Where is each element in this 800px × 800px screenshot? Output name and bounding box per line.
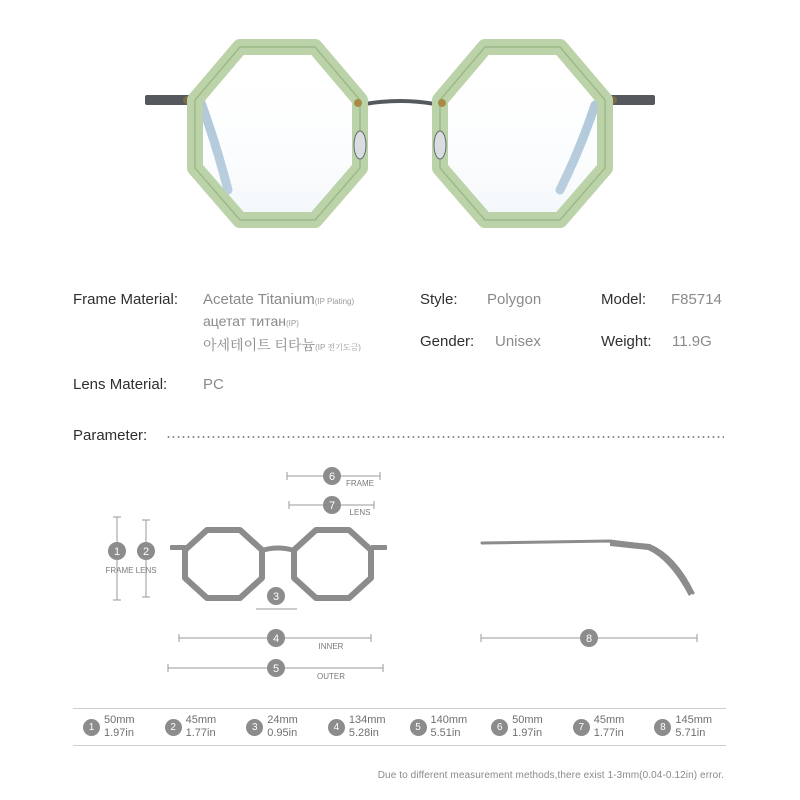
measurement-mm: 45mm: [593, 714, 625, 726]
measurement-in: 5.71in: [675, 727, 706, 739]
dim-1-2-heights: [105, 517, 156, 600]
measurement-cell: [236, 709, 318, 745]
left-rim: [195, 47, 360, 220]
measurement-disclaimer: Due to different measurement methods,there exist 1-3mm(0.04-0.12in) error.: [377, 770, 724, 781]
measurement-cell: [318, 709, 400, 745]
measurement-values: [104, 714, 135, 740]
badge-6: 6: [328, 471, 336, 483]
measurement-cell: [481, 709, 563, 745]
frame-material-ko: 아세테이트 티타늄: [203, 337, 316, 353]
label-outer: OUTER: [317, 672, 345, 681]
measurement-mm: 134mm: [348, 714, 386, 726]
measurement-badge: 2: [165, 719, 182, 736]
nose-pad-left: [354, 131, 366, 159]
frame-material-ko-row: [203, 335, 361, 355]
measurement-values: [431, 714, 468, 740]
dim-7-lens-width: [289, 496, 374, 517]
measurement-values: [267, 714, 298, 740]
measurement-mm: 24mm: [267, 714, 298, 726]
frame-material-note: (IP Plating): [314, 297, 355, 306]
style-value: Polygon: [487, 291, 542, 308]
weight-label: Weight:: [601, 333, 652, 350]
label-inner: INNER: [318, 642, 344, 651]
frame-material-label: Frame Material:: [73, 291, 179, 308]
measurement-values: [349, 714, 386, 740]
measurement-values: [186, 714, 217, 740]
frame-material-ru-row: [203, 313, 299, 329]
measurement-in: 1.77in: [185, 727, 216, 739]
side-view-temple: [482, 540, 694, 596]
model-value: F85714: [671, 291, 722, 308]
frame-material-ru-note: (IP): [286, 319, 299, 328]
measurement-in: 1.77in: [593, 727, 624, 739]
badge-2: 2: [142, 546, 150, 558]
frame-material-ko-note: (IP 전기도금): [315, 343, 361, 352]
badge-1: 1: [113, 546, 121, 558]
measurement-cell: [644, 709, 726, 745]
parameter-label: Parameter:: [73, 427, 148, 444]
badge-7: 7: [328, 500, 336, 512]
dim-8-temple-length: [481, 629, 697, 647]
measurement-mm: 45mm: [185, 714, 217, 726]
measurement-cell: [400, 709, 482, 745]
measurement-mm: 50mm: [512, 714, 543, 726]
frame-material-ru: ацетат титан: [203, 313, 287, 329]
measurement-in: 1.97in: [512, 727, 543, 739]
lens-material-label: Lens Material:: [73, 376, 168, 393]
style-label: Style:: [420, 291, 458, 308]
measurement-badge: 3: [246, 719, 263, 736]
measurement-badge: 5: [410, 719, 427, 736]
dimension-diagram: [0, 455, 800, 695]
measurement-badge: 1: [83, 719, 100, 736]
label-frame-top: FRAME: [346, 479, 374, 488]
label-frame-lens: FRAME LENS: [105, 566, 157, 575]
measurement-cell: [563, 709, 645, 745]
badge-5: 5: [272, 663, 280, 675]
measurement-values: [594, 714, 625, 740]
dim-3-bridge: [256, 587, 297, 609]
measurement-in: 0.95in: [267, 727, 298, 739]
dim-6-frame-width: [287, 467, 380, 488]
measurement-in: 1.97in: [104, 727, 134, 739]
gender-value: Unisex: [495, 333, 541, 350]
label-lens-top: LENS: [349, 508, 371, 517]
measurement-mm: 140mm: [430, 714, 468, 726]
dim-4-inner: [179, 629, 371, 651]
measurement-mm: 145mm: [675, 714, 713, 726]
badge-4: 4: [272, 633, 280, 645]
model-label: Model:: [601, 291, 647, 308]
gender-label: Gender:: [420, 333, 475, 350]
measurement-badge: 6: [491, 719, 508, 736]
weight-value: 11.9G: [672, 333, 712, 350]
badge-3: 3: [272, 591, 280, 603]
badge-8: 8: [585, 633, 593, 645]
measurement-values: [675, 714, 712, 740]
frame-material-en: Acetate Titanium: [203, 291, 315, 308]
measurement-mm: 50mm: [104, 714, 135, 726]
frame-material-value: [203, 291, 354, 308]
dim-5-outer: [168, 659, 383, 681]
measurement-values: [512, 714, 543, 740]
measurement-cell: [155, 709, 237, 745]
measurement-badge: 7: [573, 719, 590, 736]
nose-pad-right: [434, 131, 446, 159]
right-rim: [440, 47, 605, 220]
measurement-badge: 4: [328, 719, 345, 736]
measurement-badge: 8: [654, 719, 671, 736]
lens-material-value: PC: [203, 376, 224, 393]
measurement-in: 5.51in: [430, 727, 461, 739]
measurement-in: 5.28in: [348, 727, 379, 739]
parameter-dotted-line: [166, 436, 724, 438]
product-photo-glasses: [0, 0, 800, 270]
front-view-bridge-hinges: [170, 545, 387, 553]
bridge: [365, 101, 435, 104]
measurement-table: [73, 708, 726, 746]
measurement-cell: [73, 709, 155, 745]
